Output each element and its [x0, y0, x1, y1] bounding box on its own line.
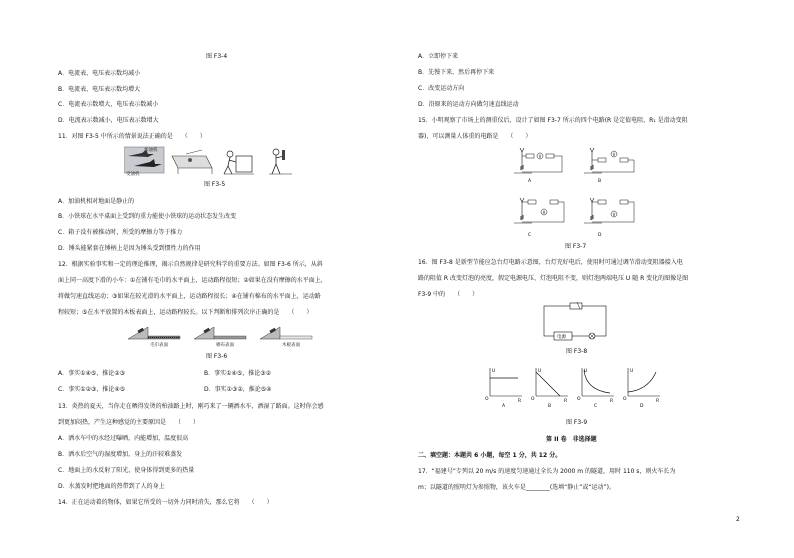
- svg-text:R: R: [518, 399, 522, 404]
- svg-text:U: U: [538, 369, 542, 374]
- figure-f3-7: [512, 144, 642, 240]
- figure-caption-f3-5: 图 F3-5: [204, 181, 226, 188]
- q12-option-d: D．事实①③②，推论⑤④: [204, 386, 272, 393]
- circuit-letter-c: C: [528, 233, 532, 238]
- svg-text:O: O: [623, 397, 627, 402]
- graph-letter-a: A: [502, 404, 506, 408]
- svg-text:U: U: [630, 369, 634, 374]
- circuit-c: [514, 198, 564, 238]
- svg-text:V: V: [538, 153, 542, 159]
- graph-b: [531, 368, 568, 408]
- q15-line-1: 15．小明观察了市场上的测重仪后，设计了如图 F3-7 所示的四个电路(R 是定值电阻，R₁ 是滑动变阻: [418, 117, 688, 124]
- q11-option-c: C．箱子没有被推动时，所受的摩擦力等于推力: [58, 229, 183, 236]
- q16-line-3: F3-9 中的 （ ）: [418, 291, 479, 298]
- surface-label-wood: 木板表面: [282, 343, 300, 347]
- circuit-d: [584, 198, 634, 238]
- svg-text:V: V: [612, 211, 616, 217]
- part-2-title: 第 II 卷 非选择题: [546, 436, 597, 443]
- circuit-letter-d: D: [598, 233, 602, 238]
- q17-line-2: m；以隧道的照明灯为参照物，该火车是________(选填“静止”或“运动”)。: [418, 484, 615, 491]
- figure-f3-9: [484, 366, 660, 408]
- q12-option-a: A．事实①④⑤，推论②③: [58, 370, 125, 377]
- q13-line-1: 13．炎热的夏天，当你走在晒得发烫的柏油路上时，刚巧来了一辆洒水车，洒湿了路面。这时你会感: [58, 403, 324, 410]
- q14-stem: 14．正在运动着的物体，如果它所受的一切外力同时消失，那么它将 （ ）: [58, 499, 273, 506]
- plane-label-tanker: 加油机: [144, 148, 158, 153]
- surface-label-cotton: 棉布表面: [216, 343, 234, 347]
- figure-f3-5: [124, 144, 294, 178]
- q13-option-d: D．水蒸发时把地面的热带到了人的身上: [58, 483, 165, 490]
- svg-text:V: V: [612, 151, 616, 157]
- battery-label: 电源: [557, 335, 566, 340]
- q14-option-c: C．改变运动方向: [418, 85, 465, 92]
- q10-option-d: D．电流表示数减小，电压表示数增大: [58, 117, 159, 124]
- graph-letter-b: B: [548, 404, 552, 408]
- q10-option-c: C．电流表示数增大，电压表示数减小: [58, 101, 159, 108]
- q16-line-2: 路的阻值 R 改变灯泡的亮度，假定电源电压、灯泡电阻不变，则灯泡两端电压 U 随 R 变化的图像是图: [418, 275, 689, 282]
- q16-line-1: 16．图 F3-8 是新型节能应急台灯电路示意图，台灯充好电后，使用时可通过调节滑动变阻器接入电: [418, 259, 683, 266]
- circuit-a: [514, 148, 562, 184]
- figure-caption-f3-9: 图 F3-9: [566, 419, 588, 426]
- circuit-letter-b: B: [598, 179, 602, 184]
- graph-letter-c: C: [594, 404, 598, 408]
- q14-option-b: B．先慢下来，然后再停下来: [418, 69, 495, 76]
- section-2-title: 二、填空题：本题共 6 小题，每空 1 分，共 12 分。: [418, 452, 562, 459]
- plane-label-receiver: 受油机: [126, 172, 140, 177]
- circuit-b: [584, 148, 634, 184]
- q15-line-2: 器)，可以测量人体重的电路是 （ ）: [418, 133, 532, 140]
- svg-text:U: U: [492, 369, 496, 374]
- figure-caption-f3-7: 图 F3-7: [565, 243, 587, 250]
- q12-line-1: 12．根据实验事实和一定的理论推理，揭示自然规律是研究科学的重要方法。如图 F3-6 所示，从斜: [58, 261, 323, 268]
- svg-text:O: O: [577, 397, 581, 402]
- graph-a: [485, 368, 522, 408]
- q10-option-b: B．电流表、电压表示数均增大: [58, 86, 141, 93]
- q12-option-c: C．事实①②③，推论④⑤: [58, 386, 126, 393]
- svg-text:O: O: [485, 397, 489, 402]
- graph-d: [623, 368, 660, 408]
- q13-option-c: C．地面上的水反射了阳光，使身体得到更多的热量: [58, 467, 195, 474]
- figure-f3-8: [542, 302, 610, 344]
- svg-text:R: R: [564, 399, 568, 404]
- q13-line-2: 到更加闷热，产生这种感觉的主要原因是 （ ）: [58, 419, 200, 426]
- q12-line-4: 程较短；⑤在水平放置的木板表面上，运动路程较长。以下判断和排列次序正确的是 （ ）: [58, 309, 313, 316]
- svg-text:O: O: [531, 397, 535, 402]
- svg-text:R: R: [610, 399, 614, 404]
- q13-option-b: B．洒水后空气的湿度增加，身上的汗较难蒸发: [58, 451, 183, 458]
- svg-text:U: U: [584, 369, 588, 374]
- q13-option-a: A．洒水车中的水经过曝晒，内能增加，温度很高: [58, 435, 189, 442]
- figure-f3-6: [126, 321, 316, 347]
- q10-option-a: A．电流表、电压表示数均减小: [58, 70, 141, 77]
- q14-option-d: D．沿原来的运动方向做匀速直线运动: [418, 101, 519, 108]
- graph-c: [577, 368, 614, 408]
- circuit-letter-a: A: [528, 179, 532, 184]
- figure-caption-f3-4: 图 F3-4: [206, 53, 228, 60]
- surface-label-towel: 毛巾表面: [150, 343, 168, 347]
- figure-caption-f3-8: 图 F3-8: [566, 348, 588, 355]
- q12-option-b: B．事实①④⑤，推论③②: [204, 370, 272, 377]
- svg-text:R: R: [656, 399, 660, 404]
- page-number: 2: [736, 516, 740, 523]
- q11-option-a: A．加油机相对地面是静止的: [58, 198, 135, 205]
- q17-line-1: 17．“福建号”专列以 20 m/s 的速度匀速通过全长为 2000 m 的隧道，用时 110 s，则火车长为: [418, 468, 676, 475]
- q12-line-2: 面上同一高度下滑的小车：①在铺有毛巾的水平面上，运动路程很短；②如果在没有摩擦的水平面上，: [58, 277, 327, 284]
- q11-option-b: B．小铁球在水平桌面上受到的重力能使小铁球的运动状态发生改变: [58, 213, 237, 220]
- graph-letter-d: D: [640, 404, 644, 408]
- q11-stem: 11．对图 F3-5 中所示的情景说法正确的是 （ ）: [58, 133, 206, 140]
- q11-option-d: D．锤头能紧套在锤柄上是因为锤头受到惯性力的作用: [58, 245, 201, 252]
- figure-caption-f3-6: 图 F3-6: [206, 353, 228, 360]
- q14-option-a: A．立即停下来: [418, 53, 459, 60]
- svg-text:A: A: [542, 209, 546, 215]
- q12-line-3: 将做匀速直线运动；③如果在较光滑的水平面上，运动路程很长；④在铺有棉布的水平面上，运动路: [58, 293, 321, 300]
